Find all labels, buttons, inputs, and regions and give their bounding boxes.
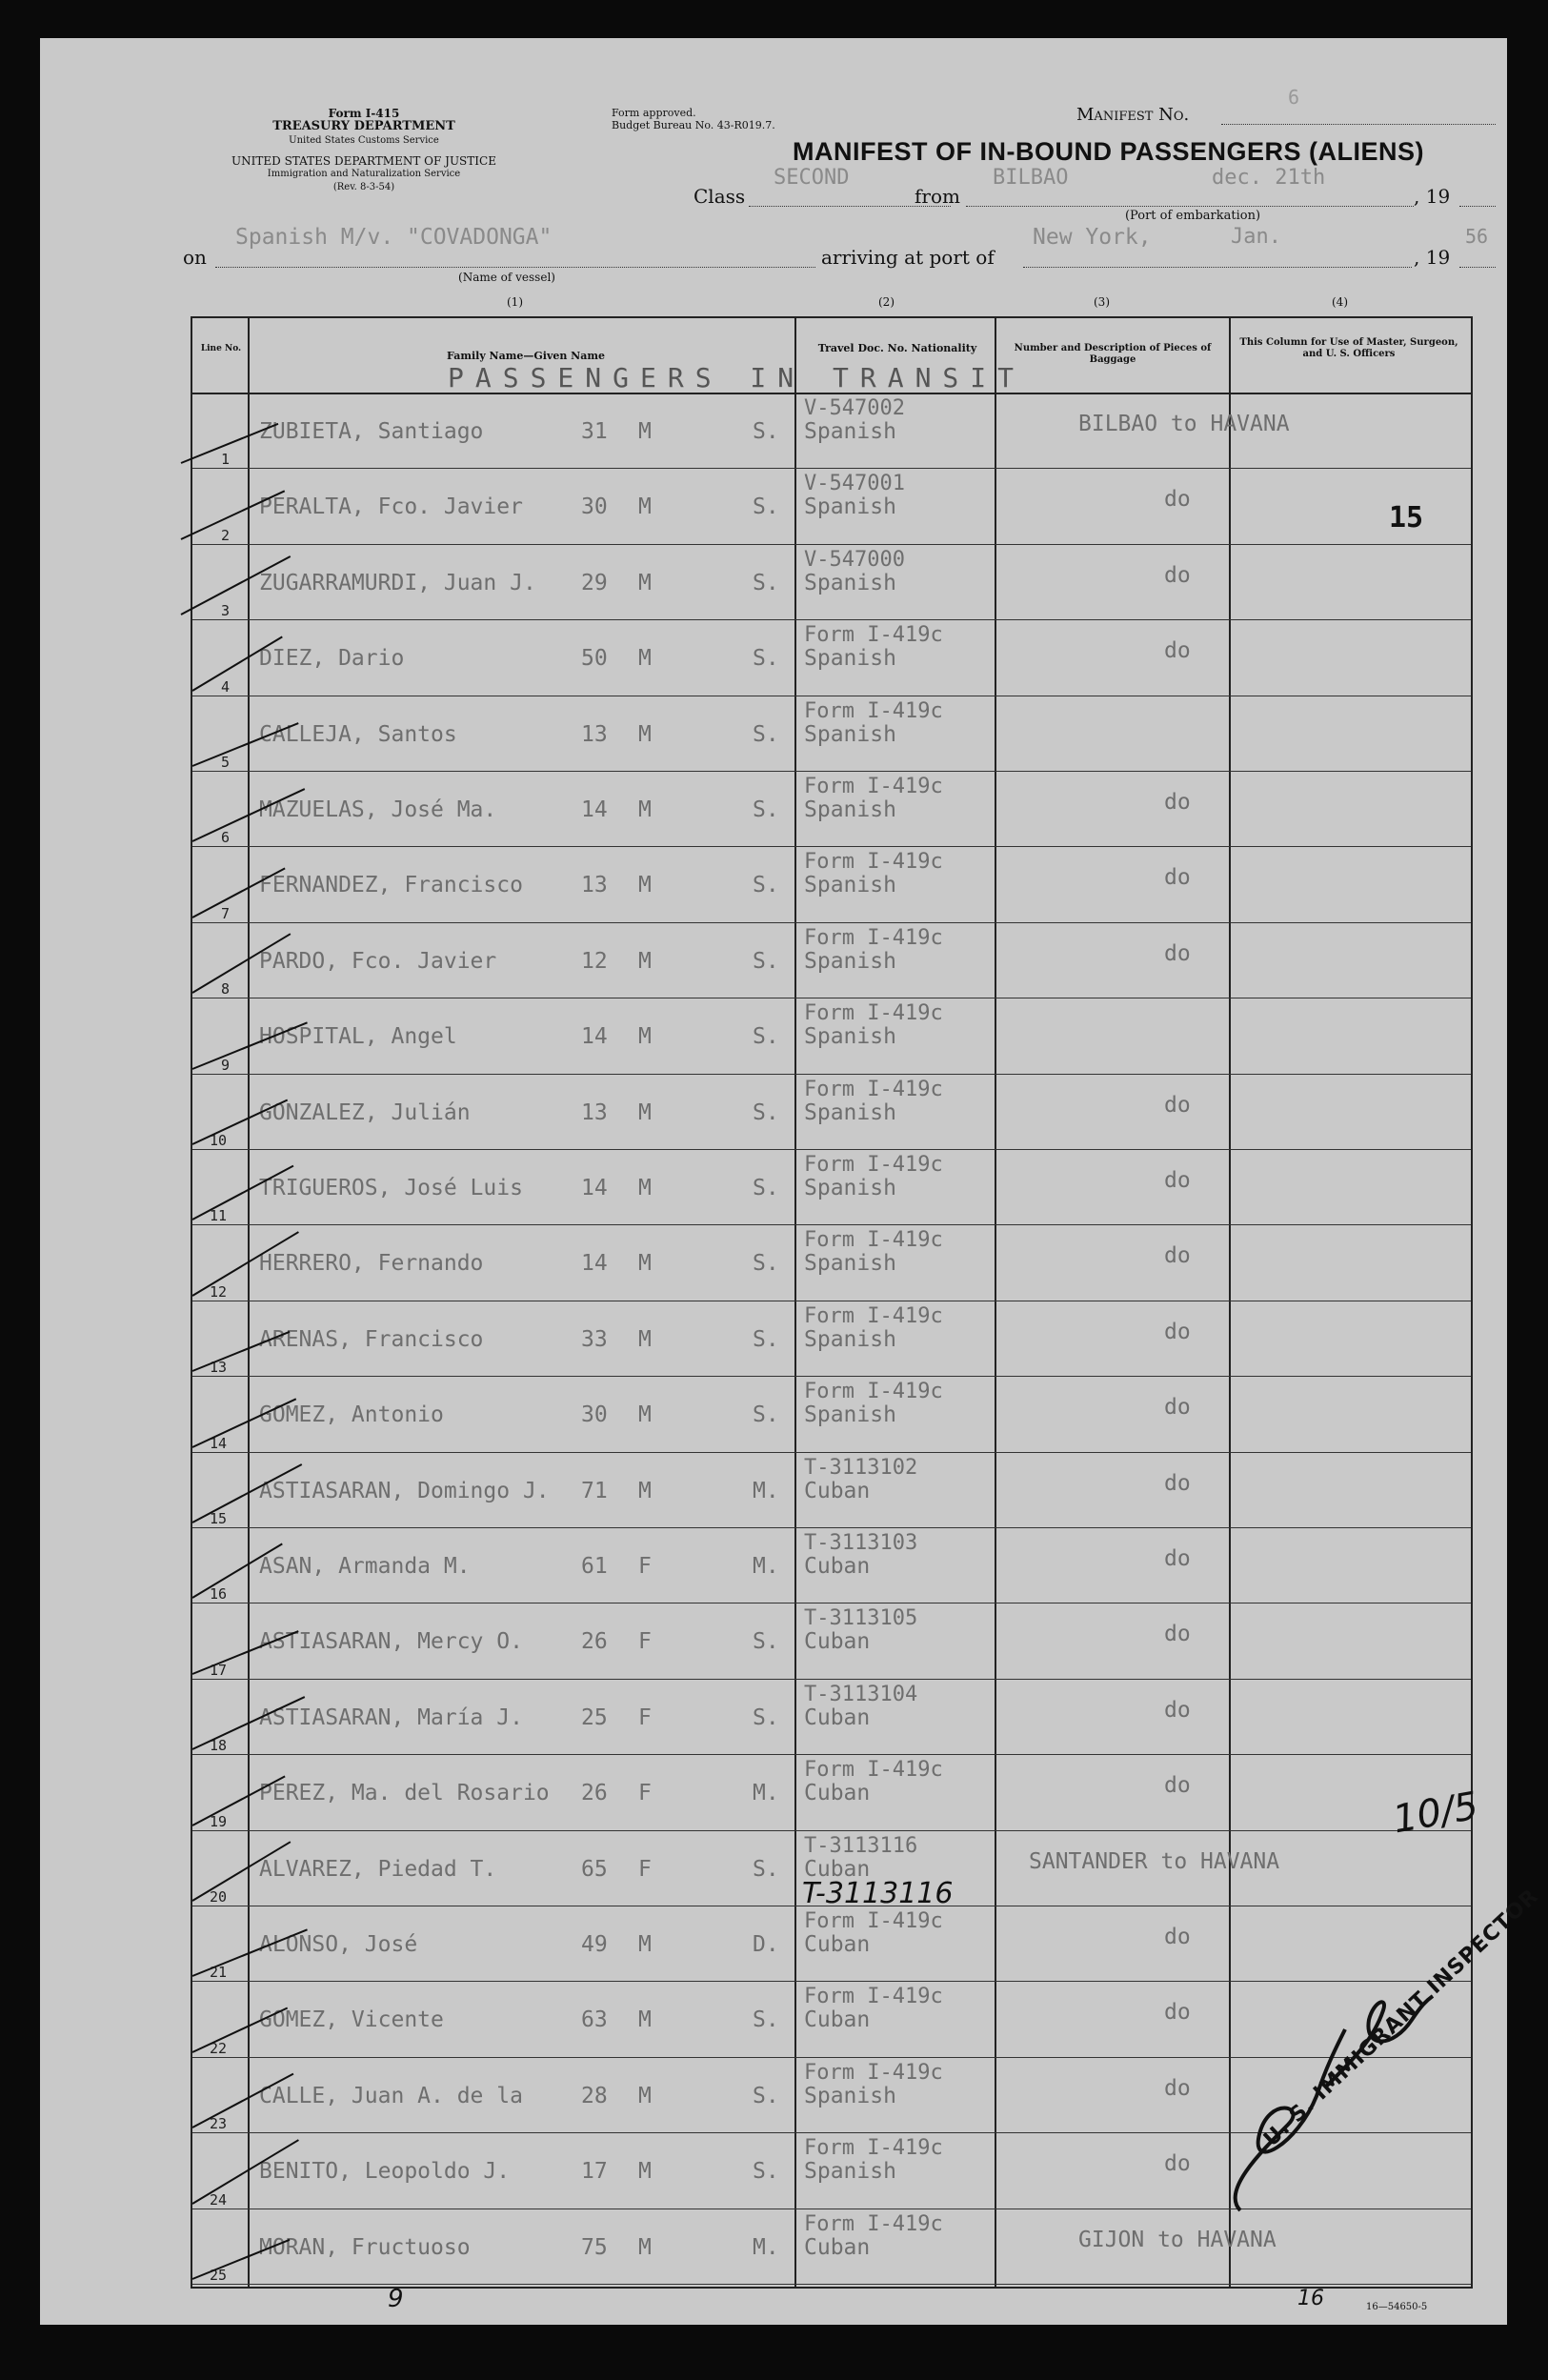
form-number: Form I-415 bbox=[328, 107, 400, 120]
marital-status: S. bbox=[753, 873, 779, 898]
header-doc: Travel Doc. No. Nationality bbox=[817, 342, 977, 354]
line-number: 5 bbox=[221, 754, 231, 771]
baggage-info: do bbox=[1164, 865, 1191, 891]
year2-line bbox=[1459, 267, 1496, 268]
passenger-age: 14 bbox=[581, 1024, 608, 1050]
row-divider bbox=[192, 1074, 1471, 1075]
travel-doc-no: Form I-419c bbox=[804, 925, 943, 950]
manifest-no-value: 6 bbox=[1288, 86, 1300, 109]
row-divider bbox=[192, 468, 1471, 469]
justice-dept: UNITED STATES DEPARTMENT OF JUSTICE bbox=[231, 154, 496, 168]
baggage-info: do bbox=[1164, 2000, 1191, 2026]
row-divider bbox=[192, 544, 1471, 545]
treasury-dept: TREASURY DEPARTMENT bbox=[272, 119, 455, 133]
baggage-info: do bbox=[1164, 1395, 1191, 1421]
passenger-sex: M bbox=[638, 2159, 652, 2185]
arrival-date-value: Jan. bbox=[1231, 225, 1281, 249]
line-number: 21 bbox=[210, 1964, 228, 1982]
line-number: 14 bbox=[210, 1434, 228, 1452]
nationality: Spanish bbox=[804, 2159, 896, 2185]
margin-mark: 10/5 bbox=[1389, 1784, 1482, 1843]
passenger-age: 65 bbox=[581, 1856, 608, 1882]
page-mark: 16 bbox=[1297, 2287, 1324, 2310]
passenger-sex: M bbox=[638, 2007, 652, 2033]
marital-status: S. bbox=[753, 1176, 779, 1200]
from-label: from bbox=[915, 185, 960, 208]
passenger-age: 14 bbox=[581, 1176, 608, 1200]
row-divider bbox=[192, 619, 1471, 620]
passenger-age: 31 bbox=[581, 419, 608, 444]
column4-mark: 15 bbox=[1389, 501, 1424, 534]
row-divider bbox=[192, 1830, 1471, 1831]
nationality: Spanish bbox=[804, 948, 896, 974]
passenger-age: 49 bbox=[581, 1932, 608, 1957]
passenger-name: GOMEZ, Vicente bbox=[259, 2007, 444, 2033]
nationality: Spanish bbox=[804, 419, 896, 444]
marital-status: S. bbox=[753, 646, 779, 672]
manifest-sheet bbox=[40, 38, 1544, 2325]
passenger-name: HOSPITAL, Angel bbox=[259, 1024, 457, 1050]
line-number: 11 bbox=[210, 1207, 228, 1225]
marital-status: S. bbox=[753, 2007, 779, 2033]
nationality: Cuban bbox=[804, 1478, 871, 1503]
line-number: 2 bbox=[221, 526, 231, 544]
passenger-sex: F bbox=[638, 1856, 652, 1882]
row-divider bbox=[192, 2284, 1471, 2285]
line-number: 18 bbox=[210, 1737, 228, 1755]
nationality: Spanish bbox=[804, 494, 896, 520]
marital-status: D. bbox=[753, 1932, 779, 1957]
year2-label: , 19 bbox=[1414, 246, 1451, 269]
passenger-age: 50 bbox=[581, 646, 608, 672]
revision: (Rev. 8-3-54) bbox=[332, 182, 395, 192]
line-number: 1 bbox=[221, 451, 231, 469]
marital-status: S. bbox=[753, 570, 779, 595]
marital-status: S. bbox=[753, 1251, 779, 1277]
inspector-stamp: U. S. IMMIGRANT INSPECTOR bbox=[1259, 1884, 1544, 2152]
baggage-info: do bbox=[1164, 1243, 1191, 1269]
line-number: 8 bbox=[221, 980, 231, 998]
line-number: 13 bbox=[210, 1359, 228, 1377]
year1-line bbox=[1459, 206, 1496, 207]
marital-status: S. bbox=[753, 948, 779, 974]
passenger-age: 29 bbox=[581, 570, 608, 595]
passenger-age: 25 bbox=[581, 1704, 608, 1730]
baggage-info: do bbox=[1164, 940, 1191, 966]
line-number: 24 bbox=[210, 2190, 228, 2209]
travel-doc-no: Form I-419c bbox=[804, 850, 943, 875]
marital-status: S. bbox=[753, 2083, 779, 2108]
passenger-name: ASTIASARAN, Mercy O. bbox=[259, 1629, 523, 1655]
line-number: 4 bbox=[221, 677, 231, 696]
passenger-sex: F bbox=[638, 1554, 652, 1579]
col-4-number: (4) bbox=[1332, 295, 1348, 309]
passenger-name: ALVAREZ, Piedad T. bbox=[259, 1856, 497, 1882]
marital-status: S. bbox=[753, 797, 779, 822]
vessel-value: Spanish M/v. "COVADONGA" bbox=[235, 225, 553, 250]
handwritten-doc-number: T-3113116 bbox=[802, 1877, 954, 1910]
baggage-info: do bbox=[1164, 1546, 1191, 1571]
passenger-age: 17 bbox=[581, 2159, 608, 2185]
travel-doc-no: T-3113104 bbox=[804, 1682, 918, 1706]
nationality: Spanish bbox=[804, 1099, 896, 1125]
travel-doc-no: Form I-419c bbox=[804, 1153, 943, 1177]
passenger-name: ALONSO, José bbox=[259, 1932, 418, 1957]
header-baggage: Number and Description of Pieces of Baggage bbox=[1014, 343, 1212, 365]
baggage-info: do bbox=[1164, 1925, 1191, 1949]
passenger-name: BENITO, Leopoldo J. bbox=[259, 2159, 511, 2185]
passenger-age: 14 bbox=[581, 797, 608, 822]
nationality: Cuban bbox=[804, 2234, 871, 2260]
passenger-age: 26 bbox=[581, 1781, 608, 1806]
row-divider bbox=[192, 1754, 1471, 1755]
passenger-name: GONZALEZ, Julián bbox=[259, 1099, 471, 1125]
row-divider bbox=[192, 1679, 1471, 1680]
travel-doc-no: V-547002 bbox=[804, 396, 905, 420]
marital-status: S. bbox=[753, 1856, 779, 1882]
passenger-sex: M bbox=[638, 570, 652, 595]
vessel-line bbox=[215, 267, 815, 268]
line-number: 15 bbox=[210, 1510, 228, 1527]
marital-status: M. bbox=[753, 1781, 779, 1806]
passenger-name: GOMEZ, Antonio bbox=[259, 1402, 444, 1428]
line-number: 20 bbox=[210, 1888, 228, 1906]
marital-status: M. bbox=[753, 2234, 779, 2260]
travel-doc-no: Form I-419c bbox=[804, 1303, 943, 1328]
manifest-no-line bbox=[1221, 124, 1496, 125]
row-divider bbox=[192, 846, 1471, 847]
col-divider bbox=[248, 318, 250, 2287]
marital-status: M. bbox=[753, 1554, 779, 1579]
line-number: 12 bbox=[210, 1282, 228, 1301]
passenger-age: 12 bbox=[581, 948, 608, 974]
marital-status: S. bbox=[753, 1326, 779, 1352]
baggage-info: do bbox=[1164, 1319, 1191, 1344]
baggage-info: do bbox=[1164, 562, 1191, 588]
line-number: 3 bbox=[221, 602, 231, 620]
travel-doc-no: T-3113105 bbox=[804, 1606, 918, 1631]
passenger-name: ASTIASARAN, Domingo J. bbox=[259, 1478, 550, 1503]
from-value: BILBAO bbox=[993, 166, 1069, 190]
travel-doc-no: Form I-419c bbox=[804, 2136, 943, 2161]
line-number: 19 bbox=[210, 1812, 228, 1830]
class-label: Class bbox=[694, 185, 746, 208]
travel-doc-no: V-547000 bbox=[804, 547, 905, 572]
arrival-port-value: New York, bbox=[1033, 225, 1152, 250]
baggage-info: do bbox=[1164, 1622, 1191, 1647]
passenger-name: ZUGARRAMURDI, Juan J. bbox=[259, 570, 536, 595]
passenger-age: 71 bbox=[581, 1478, 608, 1503]
travel-doc-no: Form I-419c bbox=[804, 2060, 943, 2085]
marital-status: S. bbox=[753, 419, 779, 444]
nationality: Spanish bbox=[804, 1402, 896, 1428]
passenger-sex: F bbox=[638, 1704, 652, 1730]
nationality: Cuban bbox=[804, 2007, 871, 2033]
form-approved: Form approved. bbox=[612, 107, 696, 119]
travel-doc-no: T-3113116 bbox=[804, 1833, 918, 1858]
marital-status: S. bbox=[753, 1099, 779, 1125]
line-number: 7 bbox=[221, 904, 231, 922]
line-number: 22 bbox=[210, 2039, 228, 2057]
marital-status: S. bbox=[753, 721, 779, 747]
line-number: 10 bbox=[210, 1132, 228, 1149]
passenger-sex: M bbox=[638, 2083, 652, 2108]
marital-status: S. bbox=[753, 494, 779, 520]
passenger-name: CALLE, Juan A. de la bbox=[259, 2083, 523, 2108]
passenger-sex: F bbox=[638, 1629, 652, 1655]
class-value: SECOND bbox=[774, 166, 850, 190]
passenger-sex: M bbox=[638, 1176, 652, 1200]
row-divider bbox=[192, 771, 1471, 772]
travel-doc-no: Form I-419c bbox=[804, 775, 943, 798]
passenger-name: ARENAS, Francisco bbox=[259, 1326, 484, 1352]
line-number: 6 bbox=[221, 829, 231, 847]
passenger-sex: M bbox=[638, 1251, 652, 1277]
marital-status: S. bbox=[753, 1402, 779, 1428]
nationality: Cuban bbox=[804, 1629, 871, 1655]
arriving-label: arriving at port of bbox=[821, 246, 995, 269]
transit-banner: PASSENGERS IN TRANSIT bbox=[448, 362, 1026, 393]
baggage-info: do bbox=[1164, 1168, 1191, 1193]
form-stock-number: 16—54650-5 bbox=[1366, 2302, 1428, 2312]
passenger-age: 26 bbox=[581, 1629, 608, 1655]
passenger-age: 13 bbox=[581, 721, 608, 747]
port-embarkation-label: (Port of embarkation) bbox=[1124, 209, 1261, 223]
passenger-sex: M bbox=[638, 721, 652, 747]
nationality: Cuban bbox=[804, 1932, 871, 1957]
year2-value: 56 bbox=[1465, 225, 1489, 248]
nationality: Cuban bbox=[804, 1856, 871, 1882]
col-1-number: (1) bbox=[507, 295, 523, 309]
marital-status: S. bbox=[753, 1629, 779, 1655]
row-divider bbox=[192, 1149, 1471, 1150]
manifest-no-label: Manifest No. bbox=[1076, 105, 1190, 125]
travel-doc-no: T-3113102 bbox=[804, 1455, 918, 1480]
passenger-age: 30 bbox=[581, 1402, 608, 1428]
nationality: Spanish bbox=[804, 570, 896, 595]
nationality: Cuban bbox=[804, 1781, 871, 1806]
nationality: Spanish bbox=[804, 721, 896, 747]
passenger-name: PEREZ, Ma. del Rosario bbox=[259, 1781, 550, 1806]
header-name: Family Name—Given Name bbox=[447, 350, 605, 362]
marital-status: S. bbox=[753, 1024, 779, 1050]
travel-doc-no: T-3113103 bbox=[804, 1531, 918, 1555]
nationality: Spanish bbox=[804, 1024, 896, 1050]
travel-doc-no: Form I-419c bbox=[804, 1909, 943, 1933]
line-number: 16 bbox=[210, 1585, 228, 1603]
travel-doc-no: Form I-419c bbox=[804, 1001, 943, 1026]
baggage-info: GIJON to HAVANA bbox=[1078, 2227, 1277, 2252]
line-number: 17 bbox=[210, 1661, 228, 1679]
nationality: Cuban bbox=[804, 1704, 871, 1730]
passenger-sex: M bbox=[638, 1932, 652, 1957]
passenger-age: 33 bbox=[581, 1326, 608, 1352]
passenger-sex: M bbox=[638, 873, 652, 898]
manifest-title: MANIFEST OF IN-BOUND PASSENGERS (ALIENS) bbox=[793, 137, 1425, 166]
passenger-sex: M bbox=[638, 948, 652, 974]
passenger-name: FERNANDEZ, Francisco bbox=[259, 873, 523, 898]
passenger-age: 28 bbox=[581, 2083, 608, 2108]
passenger-sex: M bbox=[638, 1099, 652, 1125]
baggage-info: SANTANDER to HAVANA bbox=[1029, 1848, 1280, 1874]
travel-doc-no: Form I-419c bbox=[804, 698, 943, 723]
passenger-name: ASAN, Armanda M. bbox=[259, 1554, 471, 1579]
marital-status: M. bbox=[753, 1478, 779, 1503]
vessel-label: (Name of vessel) bbox=[458, 271, 555, 284]
baggage-info: do bbox=[1164, 790, 1191, 815]
customs-service: United States Customs Service bbox=[289, 135, 439, 146]
travel-doc-no: Form I-419c bbox=[804, 2211, 943, 2236]
bottom-mark: 9 bbox=[388, 2285, 404, 2313]
passenger-name: MAZUELAS, José Ma. bbox=[259, 797, 497, 822]
travel-doc-no: Form I-419c bbox=[804, 623, 943, 648]
passenger-sex: M bbox=[638, 419, 652, 444]
col-divider bbox=[995, 318, 996, 2287]
row-divider bbox=[192, 922, 1471, 923]
nationality: Cuban bbox=[804, 1554, 871, 1579]
passenger-age: 13 bbox=[581, 1099, 608, 1125]
col-divider bbox=[794, 318, 796, 2287]
budget-bureau: Budget Bureau No. 43-R019.7. bbox=[612, 119, 775, 131]
passenger-name: CALLEJA, Santos bbox=[259, 721, 457, 747]
line-number: 25 bbox=[210, 2267, 228, 2284]
header-officer-use: This Column for Use of Master, Surgeon, and U. S. Officers bbox=[1239, 337, 1458, 359]
row-divider bbox=[192, 1224, 1471, 1225]
passenger-sex: M bbox=[638, 646, 652, 672]
passenger-sex: F bbox=[638, 1781, 652, 1806]
row-divider bbox=[192, 1452, 1471, 1453]
passenger-name: PARDO, Fco. Javier bbox=[259, 948, 497, 974]
line-number: 23 bbox=[210, 2115, 228, 2133]
passenger-age: 63 bbox=[581, 2007, 608, 2033]
ins-service: Immigration and Naturalization Service bbox=[267, 169, 461, 179]
passenger-name: TRIGUEROS, José Luis bbox=[259, 1176, 523, 1200]
header-line-no: Line No. bbox=[200, 344, 242, 353]
passenger-name: PERALTA, Fco. Javier bbox=[259, 494, 523, 520]
passenger-name: DIEZ, Dario bbox=[259, 646, 405, 672]
passenger-age: 13 bbox=[581, 873, 608, 898]
baggage-info: do bbox=[1164, 1470, 1191, 1496]
baggage-info: do bbox=[1164, 1773, 1191, 1799]
line-number: 9 bbox=[221, 1056, 231, 1074]
baggage-info: do bbox=[1164, 1697, 1191, 1723]
travel-doc-no: V-547001 bbox=[804, 472, 905, 496]
passenger-sex: M bbox=[638, 797, 652, 822]
baggage-info: do bbox=[1164, 1092, 1191, 1118]
nationality: Spanish bbox=[804, 1251, 896, 1277]
on-label: on bbox=[183, 246, 207, 269]
nationality: Spanish bbox=[804, 1326, 896, 1352]
nationality: Spanish bbox=[804, 2083, 896, 2108]
baggage-info: do bbox=[1164, 638, 1191, 664]
baggage-info: BILBAO to HAVANA bbox=[1078, 412, 1290, 436]
travel-doc-no: Form I-419c bbox=[804, 1758, 943, 1783]
passenger-age: 75 bbox=[581, 2234, 608, 2260]
baggage-info: do bbox=[1164, 2151, 1191, 2177]
travel-doc-no: Form I-419c bbox=[804, 1985, 943, 2009]
passenger-age: 61 bbox=[581, 1554, 608, 1579]
baggage-info: do bbox=[1164, 487, 1191, 513]
passenger-sex: M bbox=[638, 1024, 652, 1050]
travel-doc-no: Form I-419c bbox=[804, 1228, 943, 1253]
from-line bbox=[966, 206, 1414, 207]
passenger-name: HERRERO, Fernando bbox=[259, 1251, 484, 1277]
row-divider bbox=[192, 1376, 1471, 1377]
marital-status: S. bbox=[753, 1704, 779, 1730]
passenger-sex: M bbox=[638, 2234, 652, 2260]
col-2-number: (2) bbox=[878, 295, 895, 309]
travel-doc-no: Form I-419c bbox=[804, 1380, 943, 1404]
passenger-name: MORAN, Fructuoso bbox=[259, 2234, 471, 2260]
travel-doc-no: Form I-419c bbox=[804, 1077, 943, 1101]
marital-status: S. bbox=[753, 2159, 779, 2185]
year1-label: , 19 bbox=[1414, 185, 1451, 208]
nationality: Spanish bbox=[804, 797, 896, 822]
row-divider bbox=[192, 1527, 1471, 1528]
col-3-number: (3) bbox=[1094, 295, 1110, 309]
date1-value: dec. 21th bbox=[1212, 166, 1326, 190]
baggage-info: do bbox=[1164, 2075, 1191, 2101]
passenger-sex: M bbox=[638, 1478, 652, 1503]
passenger-age: 14 bbox=[581, 1251, 608, 1277]
passenger-name: ZUBIETA, Santiago bbox=[259, 419, 484, 444]
nationality: Spanish bbox=[804, 646, 896, 672]
passenger-age: 30 bbox=[581, 494, 608, 520]
arrival-port-line bbox=[1023, 267, 1412, 268]
passenger-name: ASTIASARAN, María J. bbox=[259, 1704, 523, 1730]
passenger-sex: M bbox=[638, 1326, 652, 1352]
passenger-sex: M bbox=[638, 494, 652, 520]
nationality: Spanish bbox=[804, 873, 896, 898]
nationality: Spanish bbox=[804, 1176, 896, 1200]
passenger-sex: M bbox=[638, 1402, 652, 1428]
